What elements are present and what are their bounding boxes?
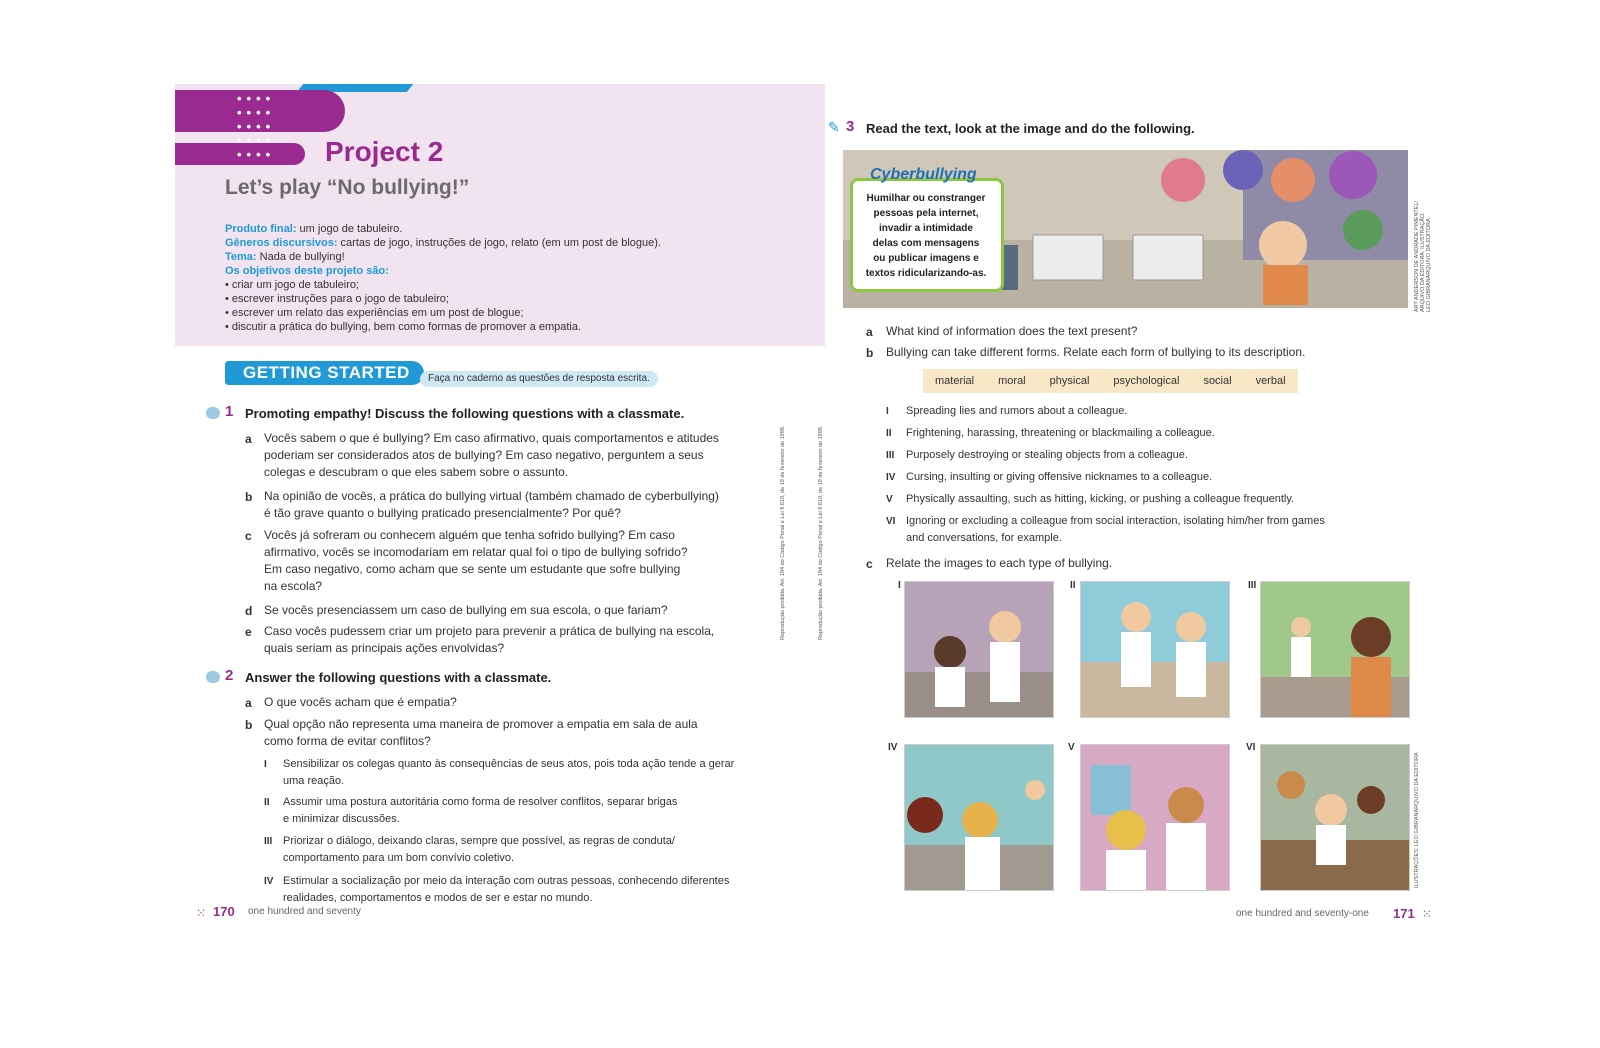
q3c-text: Relate the images to each type of bullying. — [886, 556, 1113, 570]
item-letter: a — [245, 432, 252, 446]
pencil-icon: ✎ — [828, 119, 840, 135]
cyberbullying-definition: Humilhar ou constranger pessoas pela internet, invadir a intimidade delas com mensagens ou publicar imagens e textos ridicularizando-as. — [865, 193, 987, 279]
bullying-image-4 — [904, 744, 1054, 891]
option-numeral: III — [264, 836, 273, 847]
form-numeral: I — [886, 406, 889, 417]
project-title: Project 2 — [325, 136, 444, 167]
option-text: Sensibilizar os colegas quanto às consequências de seus atos, pois toda ação tende a gerar uma reação. — [283, 758, 735, 787]
bullying-image-5 — [1080, 744, 1230, 891]
objective-item: • escrever um relato das experiências em um post de blogue; — [225, 307, 524, 319]
item-letter: b — [245, 718, 253, 732]
item-letter: a — [245, 696, 252, 710]
project-subtitle: Let’s play “No bullying!” — [225, 176, 470, 199]
q1-number: 1 — [225, 403, 234, 420]
illustration-credit: ILUSTRAÇÕES: LEO GIBRANARQUIVO DA EDITORA — [1414, 752, 1420, 888]
q3a-text: What kind of information does the text present? — [886, 324, 1138, 338]
bullying-image-3 — [1260, 581, 1410, 718]
word-chip: psychological — [1113, 375, 1180, 387]
form-text: Ignoring or excluding a colleague from social interaction, isolating him/her from games and conversations, for example. — [906, 515, 1325, 544]
page-number-left: 170 — [213, 904, 235, 919]
form-text: Purposely destroying or stealing objects from a colleague. — [906, 449, 1188, 461]
word-chip: moral — [998, 375, 1026, 387]
q1b-text: Na opinião de vocês, a prática do bullying virtual (também chamado de cyberbullying) é tão grave quanto o bullying praticado presencialmente? Por quê? — [264, 489, 719, 520]
word-bank — [923, 369, 1298, 393]
q2b-text: Qual opção não representa uma maneira de promover a empatia em sala de aula como forma de evitar conflitos? — [264, 717, 698, 748]
option-text: Priorizar o diálogo, deixando claras, sempre que possível, as regras de conduta/ comportamento para um bom convívio coletivo. — [283, 835, 675, 864]
illustration-credit: ARQUIVO DA EDITORA; ILUSTRAÇÃO: — [1420, 212, 1426, 312]
q1c-text: Vocês já sofreram ou conhecem alguém que tenha sofrido bullying? Em caso afirmativo, vocês se incomodariam em relatar qual foi o tipo de bullying sofrido? Em caso negativo, como acham que se sente um estudante que sofre bullying na escola? — [264, 528, 688, 593]
image-numeral: III — [1248, 580, 1257, 591]
form-numeral: IV — [886, 472, 896, 483]
q1a-text: Vocês sabem o que é bullying? Em caso afirmativo, quais comportamentos e atitudes poderiam ser considerados atos de bullying? Em caso negativo, perguntem a seus colegas e descubram o que eles sabem sobre o assunto. — [264, 431, 719, 479]
form-numeral: II — [886, 428, 892, 439]
legal-notice: Reprodução proibida. Art. 184 do Código Penal e Lei 9.610, de 19 de fevereiro de 1998. — [818, 425, 824, 640]
image-numeral: IV — [888, 742, 898, 753]
objective-item: • escrever instruções para o jogo de tabuleiro; — [225, 293, 449, 305]
word-chip: social — [1203, 375, 1232, 387]
item-letter: e — [245, 625, 252, 639]
form-numeral: III — [886, 450, 895, 461]
option-text: Estimular a socialização por meio da interação com outras pessoas, conhecendo diferentes realidades, comportamentos e modos de ser e estar no mundo. — [283, 875, 730, 904]
meta-objetivos: Os objetivos deste projeto são: — [225, 265, 389, 277]
meta-generos: Gêneros discursivos: cartas de jogo, instruções de jogo, relato (em um post de blogue). — [225, 237, 661, 249]
q2-number: 2 — [225, 667, 234, 684]
form-numeral: V — [886, 494, 893, 505]
page-words-right: one hundred and seventy-one — [1236, 908, 1369, 919]
option-text: Assumir uma postura autoritária como forma de resolver conflitos, separar brigas e minimizar discussões. — [283, 796, 678, 825]
q2-heading: Answer the following questions with a classmate. — [245, 670, 552, 685]
image-numeral: II — [1070, 580, 1076, 591]
q1-heading: Promoting empathy! Discuss the following questions with a classmate. — [245, 406, 685, 421]
form-text: Physically assaulting, such as hitting, kicking, or pushing a colleague frequently. — [906, 493, 1295, 505]
dots-decoration: •••• •••• •••• •••• •••• — [237, 91, 276, 162]
page-dots-icon: ⁙ — [1422, 907, 1433, 921]
form-text: Spreading lies and rumors about a colleague. — [906, 405, 1128, 417]
image-numeral: I — [898, 580, 901, 591]
getting-started-label: GETTING STARTED — [225, 361, 424, 385]
objective-item: • discutir a prática do bullying, bem como formas de promover a empatia. — [225, 321, 582, 333]
word-chip: verbal — [1255, 375, 1286, 387]
discuss-bubble-icon — [206, 407, 220, 419]
image-numeral: V — [1068, 742, 1075, 753]
q1d-text: Se vocês presenciassem um caso de bullying em sua escola, o que fariam? — [264, 603, 668, 617]
q3b-text: Bullying can take different forms. Relate each form of bullying to its description. — [886, 345, 1306, 359]
item-letter: d — [245, 604, 253, 618]
q3-number: 3 — [846, 118, 855, 135]
item-letter: c — [866, 557, 873, 571]
meta-tema: Tema: Nada de bullying! — [225, 251, 345, 263]
cyberbullying-title: Cyberbullying — [870, 166, 977, 183]
page-words-left: one hundred and seventy — [248, 906, 361, 917]
illustration-credit: ART ANDERSON DE ANDRADE PIMENTEL/ — [1414, 200, 1420, 312]
word-chip: material — [935, 375, 975, 387]
illustration-credit: LEO GIBRANARQUIVO DA EDITORA — [1426, 218, 1432, 312]
item-letter: b — [245, 490, 253, 504]
page-dots-icon: ⁙ — [196, 906, 207, 920]
getting-started-note: Faça no caderno as questões de resposta escrita. — [420, 371, 658, 387]
item-letter: b — [866, 346, 874, 360]
option-numeral: IV — [264, 876, 274, 887]
item-letter: c — [245, 529, 252, 543]
form-numeral: VI — [886, 516, 896, 527]
q2a-text: O que vocês acham que é empatia? — [264, 695, 457, 709]
form-text: Cursing, insulting or giving offensive nicknames to a colleague. — [906, 471, 1213, 483]
word-chip: physical — [1049, 375, 1090, 387]
form-text: Frightening, harassing, threatening or blackmailing a colleague. — [906, 427, 1215, 439]
bullying-image-1 — [904, 581, 1054, 718]
bullying-image-2 — [1080, 581, 1230, 718]
item-letter: a — [866, 325, 873, 339]
q1e-text: Caso vocês pudessem criar um projeto para prevenir a prática de bullying na escola, quais seriam as principais ações envolvidas? — [264, 624, 715, 655]
meta-produto: Produto final: um jogo de tabuleiro. — [225, 223, 403, 235]
image-numeral: VI — [1246, 742, 1256, 753]
option-numeral: II — [264, 797, 270, 808]
legal-notice: Reprodução proibida. Art. 184 do Código Penal e Lei 9.610, de 19 de fevereiro de 1998. — [780, 425, 786, 640]
option-numeral: I — [264, 759, 267, 770]
q3-heading: Read the text, look at the image and do the following. — [866, 121, 1195, 136]
discuss-bubble-icon — [206, 671, 220, 683]
objective-item: • criar um jogo de tabuleiro; — [225, 279, 360, 291]
bullying-image-6 — [1260, 744, 1410, 891]
page-number-right: 171 — [1393, 906, 1415, 921]
